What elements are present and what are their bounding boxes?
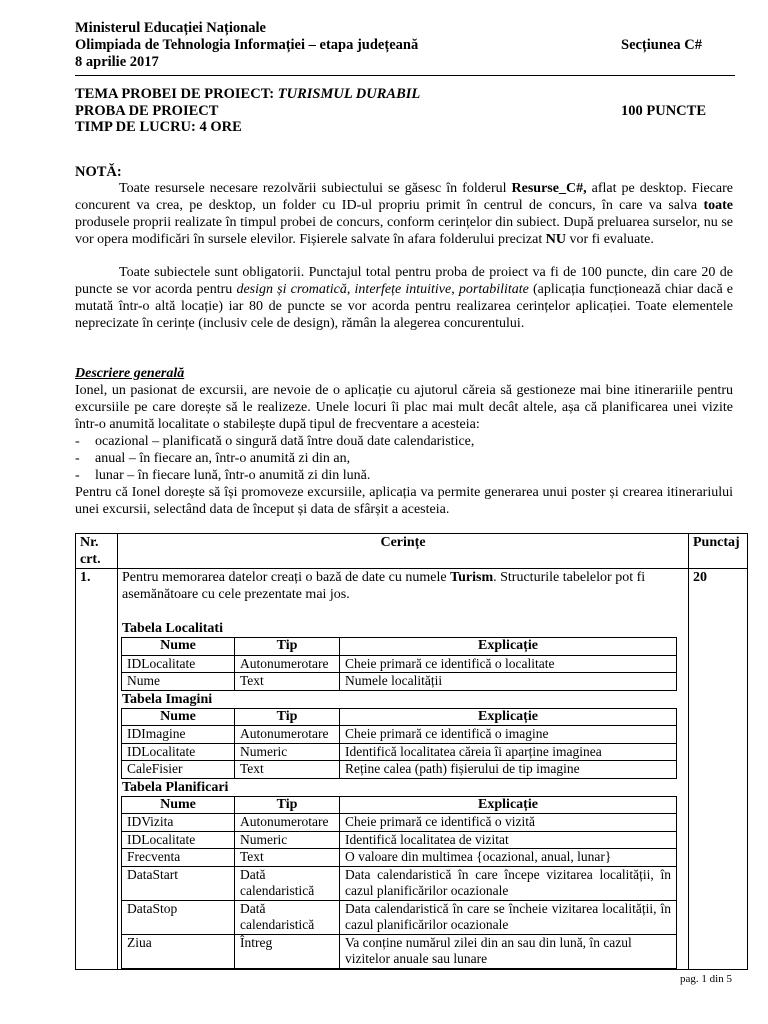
theme-title: TURISMUL DURABIL: [277, 86, 421, 102]
theme-line: TEMA PROBEI DE PROIECT: TURISMUL DURABIL: [75, 86, 421, 102]
table-row: DataStart Dată calendaristică Data calendaristică în care începe vizitarea localității, în cazul planificărilor ocazionale: [122, 866, 677, 900]
header-nr: Nr. crt.: [76, 534, 118, 569]
table-row: IDLocalitate Numeric Identifică localitatea de vizitat: [122, 831, 677, 849]
table-row: DataStop Dată calendaristică Data calendaristică în care se încheie vizitarea localității, în cazul planificărilor ocazionale: [122, 900, 677, 934]
description-paragraph-1: Ionel, un pasionat de excursii, are nevoie de o aplicație cu ajutorul căreia să gestioneze mai bine itinerariile pentru excursiile pe care dorește să le realizeze. Unele locuri îi plac mai mult decât altele, așa că planificarea unei vizite într-o anumită localitate o stabilește după tipul de frecventare a acesteia:: [75, 383, 733, 432]
table-planificari: Nume Tip Explicație IDVizita Autonumerotare Cheie primară ce identifică o vizită IDLocalitate Numeric Identifică localitatea de vizitat Frecventa Text O valoare din multimea {ocazional, anual, lunar} DataStart Dată calendaristică Data calendaristică în care începe vizitarea localității, în cazul planificărilor ocazionale DataStop Dată calendaristică Data calendaristică în care se încheie vizitarea localității, în cazul planificărilor ocazionale Ziua Întreg Va conține numărul zilei din an sau din lună, în cazul vizitelor anuale sau lunare: [121, 796, 677, 969]
table-title-imagini: Tabela Imagini: [122, 691, 213, 707]
table-localitati: Nume Tip Explicație IDLocalitate Autonumerotare Cheie primară ce identifică o localitate Nume Text Numele localității: [121, 637, 677, 691]
header-divider: [75, 75, 735, 76]
table-row: Nume Text Numele localității: [122, 673, 677, 691]
page-number: pag. 1 din 5: [680, 973, 732, 985]
description-paragraph-2: Pentru că Ionel dorește să își promoveze excursiile, aplicația va permite generarea unui poster și crearea itinerariului unei excursii, selectând data de început și data de sfârșit a acesteia.: [75, 485, 733, 517]
table-row: IDVizita Autonumerotare Cheie primară ce identifică o vizită: [122, 814, 677, 832]
list-item: - lunar – în fiecare lună, într-o anumită zi din lună.: [75, 468, 371, 483]
frequency-list: [75, 433, 733, 484]
table-imagini: Nume Tip Explicație IDImagine Autonumerotare Cheie primară ce identifică o imagine IDLocalitate Numeric Identifică localitatea căreia îi aparține imaginea CaleFisier Text Reține calea (path) fișierului de tip imagine: [121, 708, 677, 779]
table-row: CaleFisier Text Reține calea (path) fișierului de tip imagine: [122, 761, 677, 779]
list-item: - ocazional – planificată o singură dată între două date calendaristice,: [75, 434, 475, 449]
requirements-table: [75, 533, 748, 970]
table-row: IDLocalitate Autonumerotare Cheie primară ce identifică o localitate: [122, 655, 677, 673]
ministry-name: Ministerul Educației Naționale: [75, 20, 266, 36]
section-label: Secțiunea C#: [621, 37, 702, 53]
table-title-planificari: Tabela Planificari: [122, 779, 229, 795]
table-row: Ziua Întreg Va conține numărul zilei din an sau din lună, în cazul vizitelor anuale sau lunare: [122, 934, 677, 968]
list-item: - anual – în fiecare an, într-o anumită zi din an,: [75, 451, 351, 466]
total-points: 100 PUNCTE: [621, 103, 706, 119]
olympiad-title: Olimpiada de Tehnologia Informației – etapa județeană: [75, 37, 419, 53]
requirement-text: Pentru memorarea datelor creați o bază de date cu numele Turism. Structurile tabelelor pot fi asemănătoare cu cele prezentate mai jos.: [122, 570, 646, 602]
row-number: 1.: [76, 569, 118, 970]
table-row: IDImagine Autonumerotare Cheie primară ce identifică o imagine: [122, 726, 677, 744]
exam-date: 8 aprilie 2017: [75, 54, 159, 70]
table-row: IDLocalitate Numeric Identifică localitatea căreia îi aparține imaginea: [122, 743, 677, 761]
work-time: TIMP DE LUCRU: 4 ORE: [75, 119, 242, 135]
header-requirements: Cerințe: [118, 534, 689, 569]
note-title: NOTĂ:: [75, 164, 122, 180]
note-paragraph-1: Toate resursele necesare rezolvării subiectului se găsesc în folderul Resurse_C#, aflat pe desktop. Fiecare concurent va crea, pe desktop, un folder cu ID-ul propriu primit în centrul de concurs, în care va salva toate produsele proprii realizate în timpul probei de concurs, conform cerințelor din subiect. După preluarea surselor, nu se vor opera modificări în sursele elevilor. Fișierele salvate în afara folderului precizat NU vor fi evaluate.: [75, 181, 734, 247]
note-paragraph-2: Toate subiectele sunt obligatorii. Punctajul total pentru proba de proiect va fi de 100 puncte, din care 20 de puncte se vor acorda pentru design și cromatică, interfețe intuitive, portabilitate (aplicația funcționează chiar dacă e mutată într-o altă locație) iar 80 de puncte se vor acorda pentru realizarea cerințelor aplicației. Toate elementele neprecizate în cerințe (inclusiv cele de design), rămân la alegerea concurentului.: [75, 265, 734, 331]
header-points: Punctaj: [689, 534, 748, 569]
description-title: Descriere generală: [75, 366, 185, 381]
proba-label: PROBA DE PROIECT: [75, 103, 219, 119]
row-points: 20: [689, 569, 748, 970]
requirement-cell: [118, 569, 689, 970]
table-title-localitati: Tabela Localitati: [122, 621, 223, 636]
table-row: Frecventa Text O valoare din multimea {ocazional, anual, lunar}: [122, 849, 677, 867]
